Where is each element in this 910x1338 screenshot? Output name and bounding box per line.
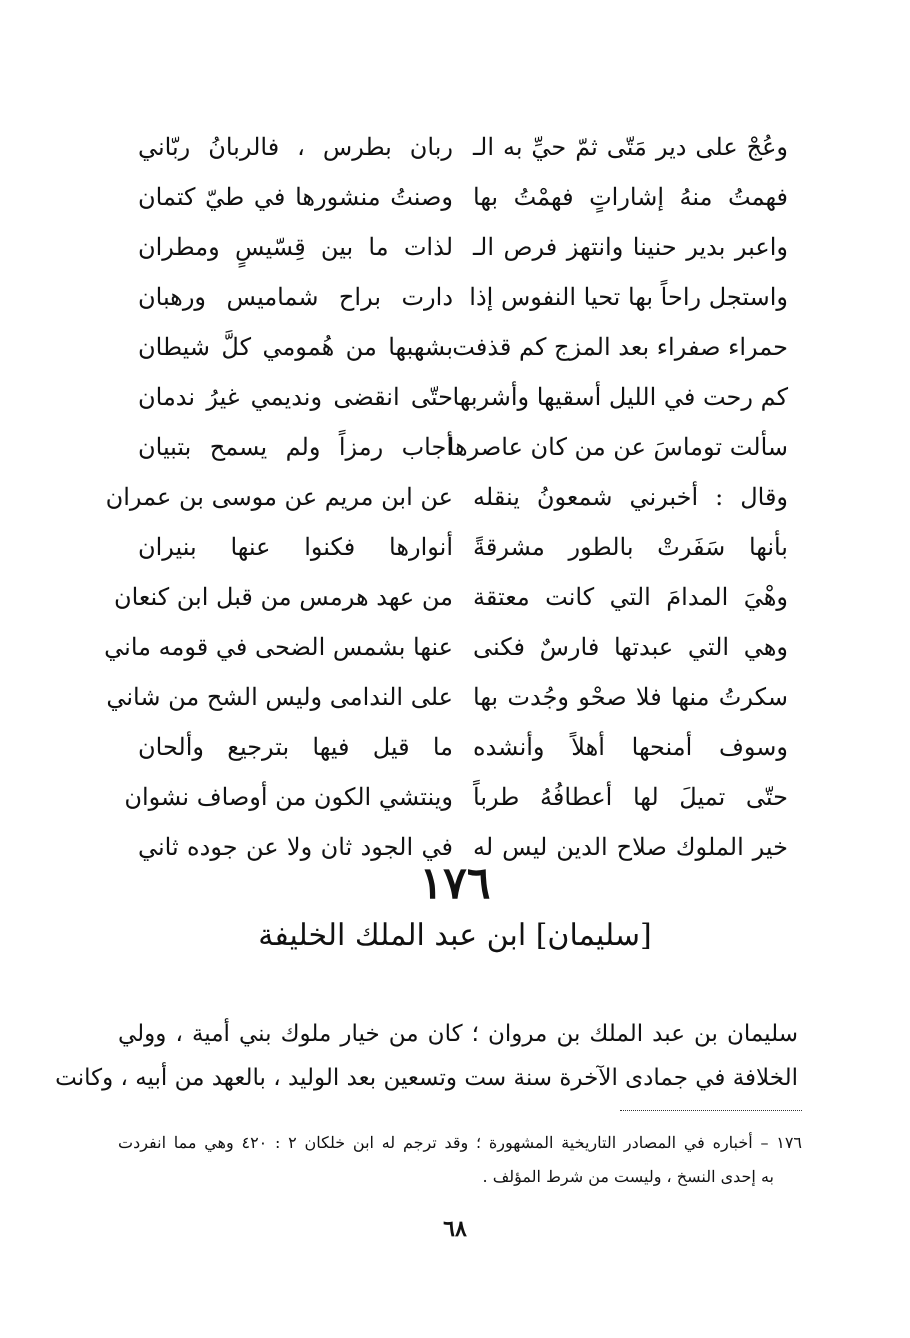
verse-second-hemistich: على الندامى وليس الشح من شاني [106, 683, 453, 711]
verse-second-hemistich: من عهد هرمس من قبل ابن كنعان [113, 583, 453, 611]
verse-first-hemistich: وقال : أخبرني شمعونُ ينقله [473, 483, 788, 511]
poem-verse [128, 272, 798, 322]
verse-second-hemistich: لذات ما بين قِسّيسٍ ومطران [138, 233, 453, 261]
verse-first-hemistich: سألت توماسَ عن من كان عاصرها [447, 433, 788, 461]
verse-second-hemistich: بشهبها من هُمومي كلَّ شيطان [138, 333, 453, 361]
poem-verse [128, 372, 798, 422]
verse-first-hemistich: واستجل راحاً بها تحيا النفوس إذا [469, 283, 788, 311]
verse-first-hemistich: كم رحت في الليل أسقيها وأشربها [452, 383, 788, 411]
verse-first-hemistich: فهمتُ منهُ إشاراتٍ فهمْتُ بها [473, 183, 788, 211]
verse-second-hemistich: أجاب رمزاً ولم يسمح بتبيان [138, 433, 453, 461]
entry-body [55, 1012, 798, 1100]
verse-second-hemistich: ما قيل فيها بترجيع وألحان [138, 733, 453, 761]
footnote-line: به إحدى النسخ ، وليست من شرط المؤلف . [482, 1167, 774, 1186]
poem-verse [128, 122, 798, 172]
poem-verse [106, 672, 798, 722]
verse-first-hemistich: بأنها سَفَرتْ بالطور مشرقةً [473, 533, 788, 561]
body-line: سليمان بن عبد الملك بن مروان ؛ كان من خيار ملوك بني أمية ، وولي [118, 1021, 798, 1047]
entry-number: ١٧٦ [419, 858, 491, 909]
body-line: الخلافة في جمادى الآخرة سنة ست وتسعين بعد الوليد ، بالعهد من أبيه ، وكانت [55, 1065, 798, 1091]
footnote-line: ١٧٦ – أخباره في المصادر التاريخية المشهورة ؛ وقد ترجم له ابن خلكان ٢ : ٤٢٠ وهي مما انفردت [118, 1133, 803, 1152]
poem-verse [124, 772, 798, 822]
verse-second-hemistich: عنها بشمس الضحى في قومه ماني [104, 633, 453, 661]
footnote [118, 1126, 802, 1194]
verse-first-hemistich: حتّى تميلَ لها أعطافُهُ طرباً [473, 783, 788, 811]
footnote-divider [620, 1110, 802, 1111]
poem [104, 122, 798, 872]
poem-verse [128, 722, 798, 772]
verse-second-hemistich: دارت براح شماميس ورهبان [138, 283, 453, 311]
verse-first-hemistich: وسوف أمنحها أهلاً وأنشده [473, 733, 788, 761]
poem-verse [128, 172, 798, 222]
verse-first-hemistich: واعبر بدير حنينا وانتهز فرص الـ [473, 233, 788, 261]
poem-verse [104, 622, 798, 672]
poem-verse [113, 572, 798, 622]
poem-verse [128, 322, 798, 372]
verse-second-hemistich: ربان بطرس ، فالربانُ ربّاني [138, 133, 453, 161]
poem-verse [128, 222, 798, 272]
verse-second-hemistich: عن ابن مريم عن موسى بن عمران [105, 483, 453, 511]
verse-first-hemistich: وهْيَ المدامَ التي كانت معتقة [473, 583, 788, 611]
entry-title: [سليمان] ابن عبد الملك الخليفة [258, 918, 652, 953]
verse-first-hemistich: وهي التي عبدتها فارسٌ فكنى [473, 633, 788, 661]
verse-first-hemistich: وعُجْ على دير مَتّى ثمّ حيِّ به الـ [473, 133, 788, 161]
verse-first-hemistich: خير الملوك صلاح الدين ليس له [473, 833, 788, 861]
verse-first-hemistich: سكرتُ منها فلا صحْو وجُدت بها [473, 683, 788, 711]
poem-verse [128, 422, 798, 472]
verse-second-hemistich: أنوارها فكنوا عنها بنيران [138, 533, 453, 561]
poem-verse [128, 522, 798, 572]
verse-second-hemistich: وصنتُ منشورها في طيّ كتمان [138, 183, 453, 211]
verse-second-hemistich: حتّى انقضى ونديمي غيرُ ندمان [138, 383, 453, 411]
verse-second-hemistich: وينتشي الكون من أوصاف نشوان [124, 783, 453, 811]
poem-verse [105, 472, 798, 522]
verse-first-hemistich: حمراء صفراء بعد المزج كم قذفت [452, 333, 788, 361]
verse-second-hemistich: في الجود ثان ولا عن جوده ثاني [138, 833, 453, 861]
page-number: ٦٨ [443, 1216, 467, 1242]
